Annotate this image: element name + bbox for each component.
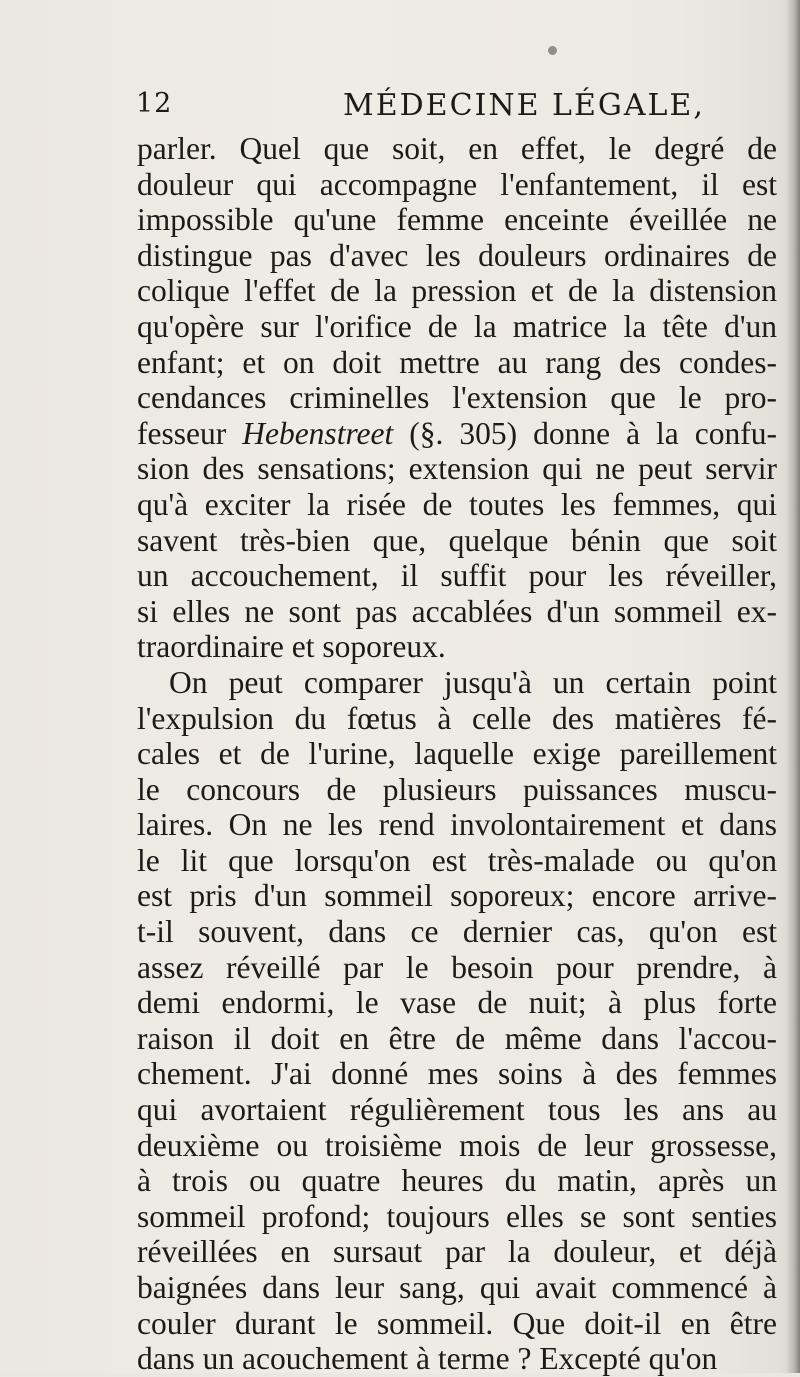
text-line: colique l'effet de la pression et de la distension [137,273,777,309]
paragraph-start: On peut comparer jusqu'à un certain point [169,664,777,700]
text-line: t-il souvent, dans ce dernier cas, qu'on est [137,914,777,950]
text-line: si elles ne sont pas accablées d'un sommeil ex- [137,593,777,629]
text-line: le concours de plusieurs puissances muscu- [137,771,777,807]
page-header [136,88,776,128]
line-start: fesseur [137,415,227,451]
text-line: distingue pas d'avec les douleurs ordinaires de [137,237,777,273]
text-line: assez réveillé par le besoin pour prendre, à [137,949,777,985]
text-line: qu'opère sur l'orifice de la matrice la tête d'un [137,308,777,344]
text-line: savent très-bien que, quelque bénin que soit [137,522,777,558]
text-line-with-name [137,416,777,452]
text-line: à trois ou quatre heures du matin, après un [137,1163,777,1199]
text-line: cales et de l'urine, laquelle exige pareillement [137,736,777,772]
text-line: cendances criminelles l'extension que le pro- [137,380,777,416]
body-text [137,131,777,1377]
text-line: enfant; et on doit mettre au rang des condes- [137,344,777,380]
text-line: douleur qui accompagne l'enfantement, il est [137,166,777,202]
text-line: l'expulsion du fœtus à celle des matières fé- [137,700,777,736]
text-line: est pris d'un sommeil soporeux; encore arrive- [137,878,777,914]
running-title: MÉDECINE LÉGALE, [343,88,705,123]
text-line: couler durant le sommeil. Que doit-il en être [137,1305,777,1341]
author-name: Hebenstreet [242,415,394,451]
text-line: deuxième ou troisième mois de leur grossesse, [137,1127,777,1163]
text-line: réveillées en sursaut par la douleur, et déjà [137,1234,777,1270]
page-edge-shadow [786,0,800,1373]
text-line: sion des sensations; extension qui ne peut servir [137,451,777,487]
text-line: un accouchement, il suffit pour les réveiller, [137,558,777,594]
text-line: impossible qu'une femme enceinte éveillée ne [137,202,777,238]
text-line: dans un acouchement à terme ? Excepté qu'on [137,1341,718,1377]
text-line: baignées dans leur sang, qui avait commencé à [137,1270,777,1305]
text-line: raison il doit en être de même dans l'accou- [137,1020,777,1056]
text-line: parler. Quel que soit, en effet, le degré de [137,131,777,166]
text-line: chement. J'ai donné mes soins à des femmes [137,1056,777,1092]
page-number: 12 [136,88,173,119]
ink-spot [548,46,557,55]
text-line: qu'à exciter la risée de toutes les femmes, qui [137,486,777,522]
text-line: demi endormi, le vase de nuit; à plus forte [137,985,777,1021]
text-line: qui avortaient régulièrement tous les ans au [137,1092,777,1128]
text-line: traordinaire et soporeux. [137,629,446,665]
text-line: laires. On ne les rend involontairement et dans [137,807,777,843]
text-line: sommeil profond; toujours elles se sont senties [137,1198,777,1234]
line-end: (§. 305) donne à la confu- [393,415,777,451]
text-line: le lit que lorsqu'on est très-malade ou qu'on [137,842,777,878]
